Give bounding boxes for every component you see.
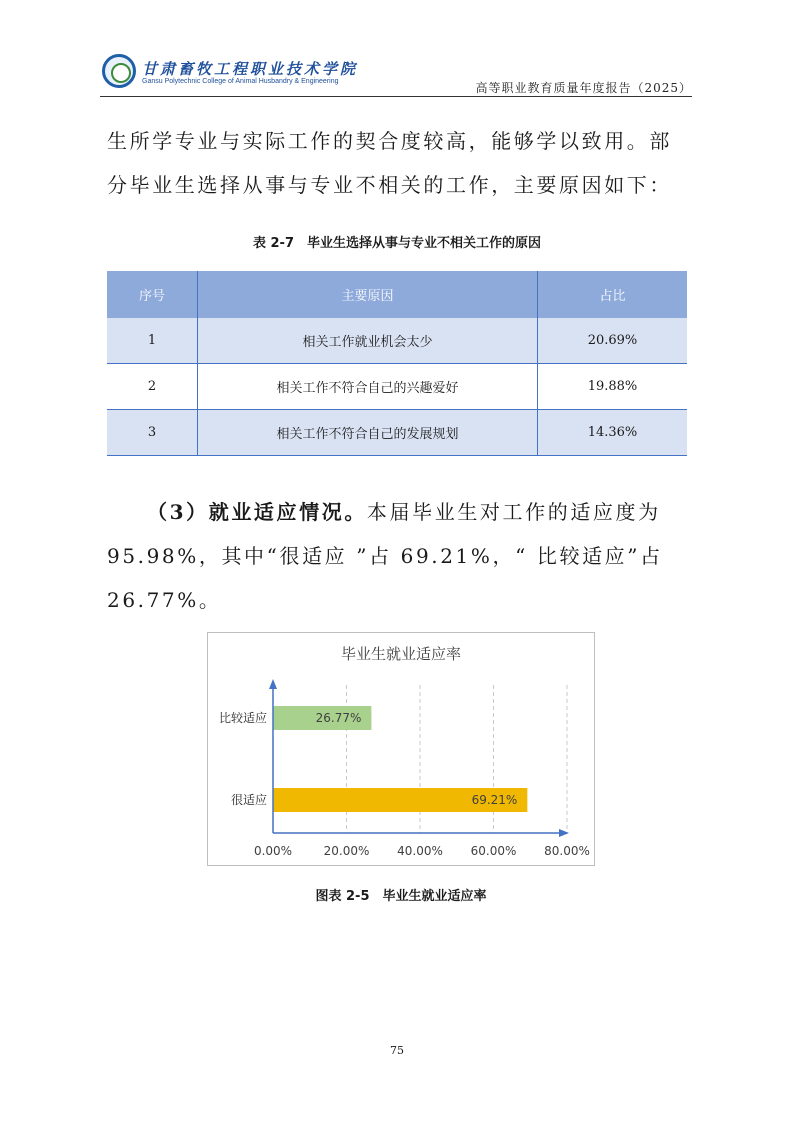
table-row xyxy=(107,364,687,410)
school-logo-icon xyxy=(102,54,136,88)
y-axis-arrow-icon xyxy=(269,679,277,689)
chart-canvas xyxy=(208,633,594,865)
x-tick-label: 80.00% xyxy=(544,844,590,858)
cell-no: 1 xyxy=(107,318,198,364)
cell-reason: 相关工作不符合自己的发展规划 xyxy=(198,410,538,456)
x-tick-label: 0.00% xyxy=(253,844,293,858)
category-label: 比较适应 xyxy=(218,711,267,725)
school-name-cn: 甘肃畜牧工程职业技术学院 xyxy=(142,60,359,78)
page-header xyxy=(100,46,692,98)
table-caption: 表 2-7 毕业生选择从事与专业不相关工作的原因 xyxy=(252,236,541,251)
x-tick-label: 20.00% xyxy=(323,844,370,858)
cell-no: 3 xyxy=(107,410,198,456)
table-row xyxy=(107,318,687,364)
category-label: 很适应 xyxy=(230,793,267,807)
header-no: 序号 xyxy=(107,271,198,318)
cell-share: 20.69% xyxy=(538,318,688,364)
header-share: 占比 xyxy=(538,271,688,318)
data-label: 69.21% xyxy=(471,793,518,807)
body-paragraph-1: 生所学专业与实际工作的契合度较高，能够学以致用。部分毕业生选择从事与专业不相关的工作，主要原因如下： xyxy=(107,129,672,197)
header-divider xyxy=(100,96,692,97)
school-name-en: Gansu Polytechnic College of Animal Husbandry & Engineering xyxy=(142,78,339,85)
section-heading: （3）就业适应情况。 xyxy=(147,500,367,524)
table-header-row xyxy=(107,271,687,318)
cell-share: 19.88% xyxy=(538,364,688,410)
x-axis-arrow-icon xyxy=(559,829,569,837)
table-row xyxy=(107,410,687,456)
report-title: 高等职业教育质量年度报告（2025） xyxy=(475,81,692,95)
x-tick-label: 60.00% xyxy=(470,844,517,858)
cell-no: 2 xyxy=(107,364,198,410)
chart-title: 毕业生就业适应率 xyxy=(340,645,462,663)
cell-reason: 相关工作不符合自己的兴趣爱好 xyxy=(198,364,538,410)
figure-caption: 图表 2-5 毕业生就业适应率 xyxy=(315,889,487,904)
cell-share: 14.36% xyxy=(538,410,688,456)
header-reason: 主要原因 xyxy=(198,271,538,318)
cell-reason: 相关工作就业机会太少 xyxy=(198,318,538,364)
x-tick-label: 40.00% xyxy=(397,844,443,858)
data-label: 26.77% xyxy=(315,711,362,725)
section-body: 本届毕业生对工作的适应度为 95.98%，其中“很适应 ”占 69.21%，“ 比较适应”占 26.77%。 xyxy=(107,500,663,612)
reasons-table xyxy=(107,271,687,456)
page-number: 75 xyxy=(390,1044,404,1057)
adaptation-chart xyxy=(207,632,595,866)
body-paragraph-2 xyxy=(107,490,692,622)
